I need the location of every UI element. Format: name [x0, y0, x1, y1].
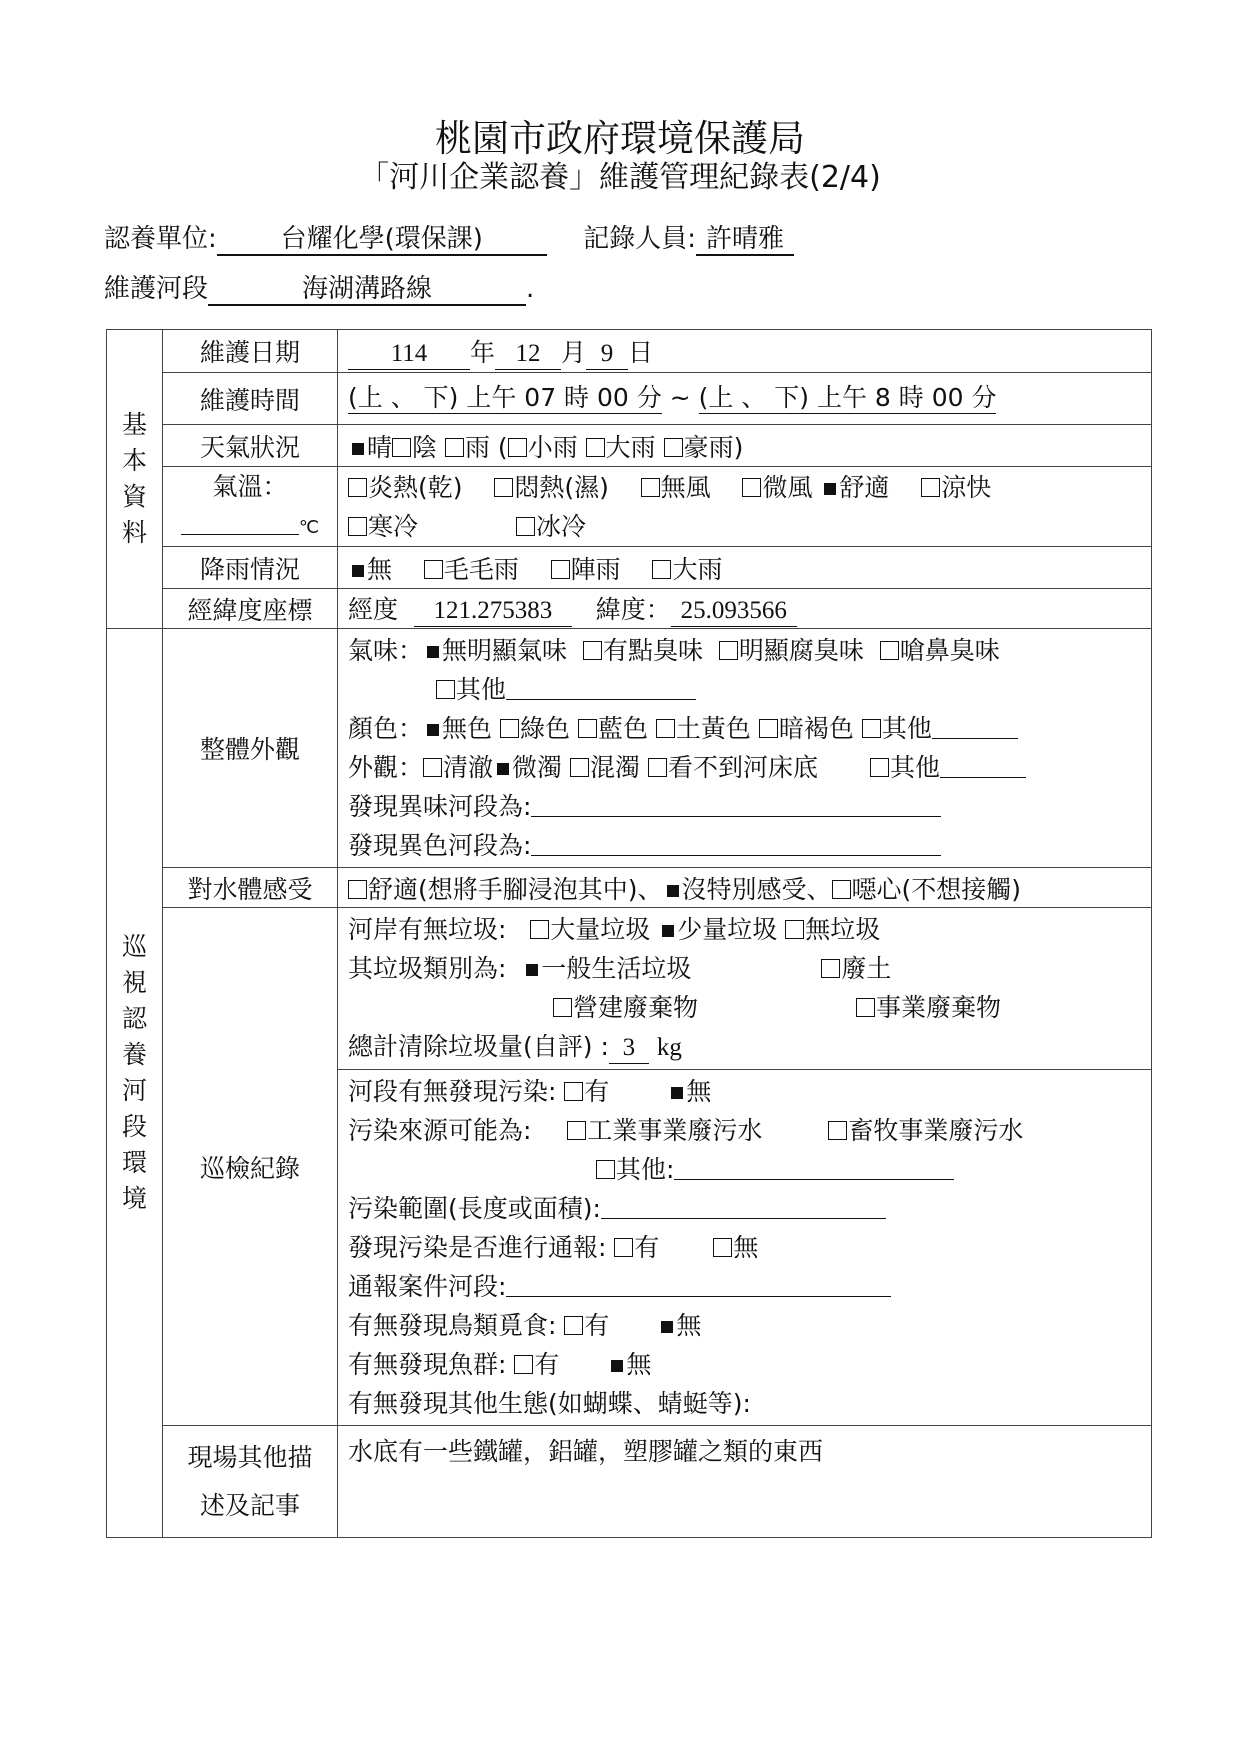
coordinates-label: 經緯度座標	[163, 589, 338, 629]
appearance-label: 整體外觀	[163, 629, 338, 868]
appearance-cell: 氣味： 無明顯氣味 有點臭味 明顯腐臭味 嗆鼻臭味 其他 顏色： 無色 綠色 藍色 土黃色 暗褐色 其他 外觀： 清澈 微濁 混濁 看不到河床底 其他 發現異味河段為: 發現異色河段為:	[338, 629, 1152, 868]
year-value: 114	[348, 339, 470, 370]
checkbox-icon	[614, 1238, 633, 1257]
checkbox-icon	[578, 719, 597, 738]
checkbox-icon	[564, 1082, 583, 1101]
day-unit: 日	[628, 337, 654, 367]
checkbox-icon	[348, 880, 367, 899]
color-section-label: 發現異色河段為:	[348, 831, 532, 860]
month-unit: 月	[561, 337, 587, 367]
checked-icon	[667, 885, 679, 897]
checkbox-icon	[564, 1316, 583, 1335]
feeling-label: 對水體感受	[163, 868, 338, 908]
checked-icon	[526, 964, 538, 976]
checked-icon	[661, 1321, 673, 1333]
row-coordinates	[107, 589, 1152, 629]
checked-icon	[611, 1360, 623, 1372]
weather-label: 天氣狀況	[163, 425, 338, 467]
checkbox-icon	[553, 998, 572, 1017]
checkbox-icon	[713, 1238, 732, 1257]
time-start: (上 、 下) 上午 07 時 00 分	[348, 383, 662, 412]
checkbox-icon	[821, 959, 840, 978]
weather-cell: 晴 陰 雨 ( 小雨 大雨 豪雨)	[338, 425, 1152, 467]
feeling-cell: 舒適(想將手腳浸泡其中)、 沒特別感受、 噁心(不想接觸)	[338, 868, 1152, 908]
row-notes	[107, 1426, 1152, 1538]
row-feeling	[107, 868, 1152, 908]
checkbox-icon	[445, 438, 464, 457]
rainfall-label: 降雨情況	[163, 547, 338, 589]
time-separator: ~	[661, 383, 699, 412]
recorder-value: 許晴雅	[696, 225, 794, 256]
adopter-value: 台耀化學(環保課)	[217, 225, 547, 256]
notes-text: 水底有一些鐵罐，鋁罐，塑膠罐之類的東西	[338, 1426, 1152, 1538]
rainfall-cell: 無 毛毛雨 陣雨 大雨	[338, 547, 1152, 589]
checkbox-icon	[656, 719, 675, 738]
checkbox-icon	[348, 478, 367, 497]
day-value: 9	[586, 339, 628, 370]
checkbox-icon	[508, 438, 527, 457]
checkbox-icon	[514, 1355, 533, 1374]
inspection-label: 巡檢紀錄	[163, 908, 338, 1426]
row-weather	[107, 425, 1152, 467]
coordinates-cell	[338, 589, 1152, 629]
section-end: .	[526, 274, 535, 304]
checkbox-icon	[348, 517, 367, 536]
longitude-value: 121.275383	[414, 596, 572, 627]
checkbox-icon	[530, 920, 549, 939]
checkbox-icon	[664, 438, 683, 457]
temperature-unit: ℃	[298, 516, 320, 537]
checked-icon	[671, 1087, 683, 1099]
recorder-label: 記錄人員:	[583, 224, 697, 254]
checked-icon	[352, 565, 364, 577]
checkbox-icon	[742, 478, 761, 497]
checked-icon	[427, 646, 439, 658]
patrol-group-label: 巡 視 認 養 河 段 環 境	[107, 629, 163, 1538]
checkbox-icon	[500, 719, 519, 738]
checkbox-icon	[567, 1121, 586, 1140]
time-end: (上 、 下) 上午 8 時 00 分	[698, 383, 997, 412]
checkbox-icon	[921, 478, 940, 497]
checkbox-icon	[828, 1121, 847, 1140]
trash-cell: 河岸有無垃圾: 大量垃圾 少量垃圾 無垃圾 其垃圾類別為: 一般生活垃圾 廢土 營建廢棄物 事業廢棄物 總計清除垃圾量(自評) : 3 kg	[338, 908, 1152, 1070]
checkbox-icon	[641, 478, 660, 497]
trash-amount-value: 3	[609, 1033, 649, 1064]
checkbox-icon	[583, 641, 602, 660]
checked-icon	[427, 724, 439, 736]
checkbox-icon	[596, 1160, 615, 1179]
section-value: 海湖溝路線	[208, 275, 526, 306]
time-cell	[338, 373, 1152, 425]
checkbox-icon	[880, 641, 899, 660]
checkbox-icon	[424, 560, 443, 579]
row-rainfall	[107, 547, 1152, 589]
year-unit: 年	[470, 337, 496, 367]
checked-icon	[497, 763, 509, 775]
checkbox-icon	[494, 478, 513, 497]
odor-section-label: 發現異味河段為:	[348, 792, 532, 821]
row-temperature	[107, 467, 1152, 547]
date-label: 維護日期	[163, 330, 338, 373]
checkbox-icon	[832, 880, 851, 899]
checkbox-icon	[423, 758, 442, 777]
time-label: 維護時間	[163, 373, 338, 425]
checkbox-icon	[392, 438, 411, 457]
latitude-value: 25.093566	[671, 596, 797, 627]
section-label: 維護河段	[104, 274, 209, 304]
row-date	[107, 330, 1152, 373]
row-time	[107, 373, 1152, 425]
document-subtitle: 「河川企業認養」維護管理紀錄表(2/4)	[359, 160, 881, 195]
checkbox-icon	[785, 920, 804, 939]
longitude-label: 經度	[348, 595, 399, 624]
checked-icon	[352, 443, 364, 455]
document-title: 桃園市政府環境保護局	[435, 117, 805, 160]
checkbox-icon	[551, 560, 570, 579]
checkbox-icon	[516, 517, 535, 536]
temperature-cell: 炎熱(乾) 悶熱(濕) 無風 微風 舒適 涼快 寒冷 冰冷	[338, 467, 1152, 547]
checkbox-icon	[759, 719, 778, 738]
basic-info-group-label: 基 本 資 料	[107, 330, 163, 629]
adopter-label: 認養單位:	[104, 224, 217, 254]
latitude-label: 緯度：	[595, 595, 671, 624]
checkbox-icon	[648, 758, 667, 777]
checkbox-icon	[436, 680, 455, 699]
temperature-label: 氣溫：	[212, 471, 288, 501]
checkbox-icon	[652, 560, 671, 579]
checkbox-icon	[719, 641, 738, 660]
checkbox-icon	[862, 719, 881, 738]
record-form-table	[106, 329, 1152, 1538]
checkbox-icon	[870, 758, 889, 777]
section-row	[104, 268, 534, 306]
month-value: 12	[495, 339, 561, 370]
checked-icon	[662, 925, 674, 937]
date-cell	[338, 330, 1152, 373]
row-trash	[107, 908, 1152, 1070]
row-appearance	[107, 629, 1152, 868]
pollution-cell: 河段有無發現污染: 有 無 污染來源可能為: 工業事業廢污水 畜牧事業廢污水 其他: 污染範圍(長度或面積): 發現污染是否進行通報: 有 無 通報案件河段: 有無發現鳥類覓食: 有 無 有無發現魚群: 有 無 有無發現其他生態(如蝴蝶、蜻蜓等):	[338, 1070, 1152, 1426]
checked-icon	[824, 483, 836, 495]
temperature-label-cell	[163, 467, 338, 547]
notes-label-cell: 現場其他描 述及記事	[163, 1426, 338, 1538]
checkbox-icon	[856, 998, 875, 1017]
checkbox-icon	[586, 438, 605, 457]
checkbox-icon	[570, 758, 589, 777]
adopter-row	[104, 218, 794, 256]
